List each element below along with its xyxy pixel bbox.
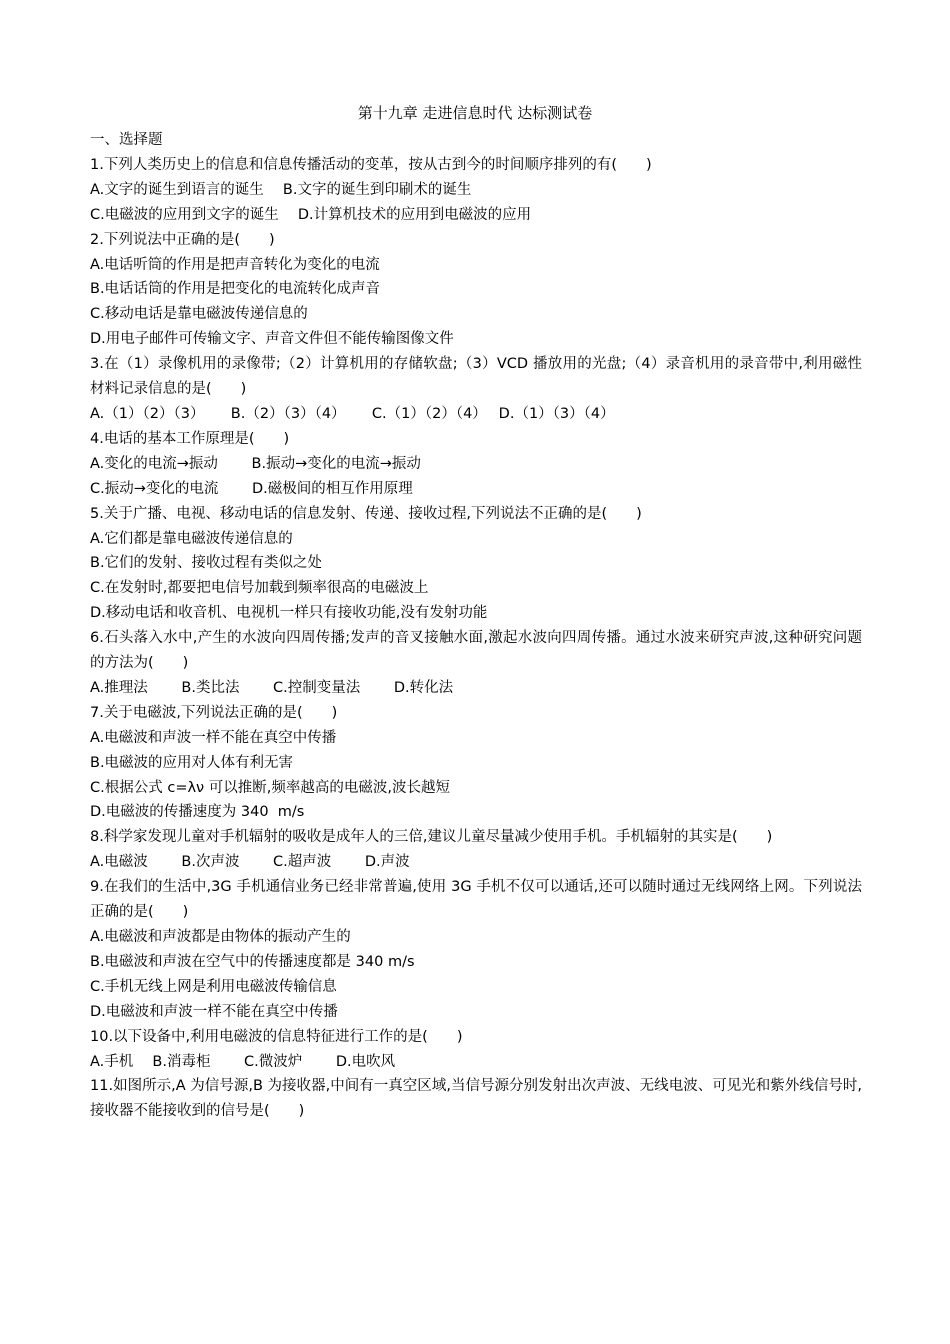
option-line: B.电话话筒的作用是把变化的电流转化成声音 xyxy=(90,281,381,298)
option-line: A.电磁波 B.次声波 C.超声波 D.声波 xyxy=(90,854,410,871)
question-5: 5.关于广播、电视、移动电话的信息发射、传递、接收过程,下列说法不正确的是( ) xyxy=(90,505,642,522)
option-line: C.电磁波的应用到文字的诞生 D.计算机技术的应用到电磁波的应用 xyxy=(90,206,532,223)
option-line: A.（1）（2）（3） B.（2）（3）（4） C.（1）（2）（4） D.（1）（3）（4） xyxy=(90,405,615,422)
question-6: 6.石头落入水中,产生的水波向四周传播;发声的音叉接触水面,激起水波向四周传播。通过水波来研究声波,这种研究问题的方法为( ) xyxy=(90,630,862,672)
question-8: 8.科学家发现儿童对手机辐射的吸收是成年人的三倍,建议儿童尽量减少使用手机。手机辐射的其实是( ) xyxy=(90,829,773,846)
option-line: A.变化的电流→振动 B.振动→变化的电流→振动 xyxy=(90,455,421,472)
option-line: B.它们的发射、接收过程有类似之处 xyxy=(90,555,323,572)
option-line: C.移动电话是靠电磁波传递信息的 xyxy=(90,306,308,323)
question-11: 11.如图所示,A 为信号源,B 为接收器,中间有一真空区域,当信号源分别发射出次声波、无线电波、可见光和紫外线信号时,接收器不能接收到的信号是( ) xyxy=(90,1078,862,1120)
question-9: 9.在我们的生活中,3G 手机通信业务已经非常普遍,使用 3G 手机不仅可以通话,还可以随时通过无线网络上网。下列说法正确的是( ) xyxy=(90,879,862,921)
question-10: 10.以下设备中,利用电磁波的信息特征进行工作的是( ) xyxy=(90,1028,463,1045)
option-line: D.移动电话和收音机、电视机一样只有接收功能,没有发射功能 xyxy=(90,605,488,622)
option-line: D.电磁波和声波一样不能在真空中传播 xyxy=(90,1003,338,1020)
option-line: A.推理法 B.类比法 C.控制变量法 D.转化法 xyxy=(90,679,454,696)
question-1: 1.下列人类历史上的信息和信息传播活动的变革，按从古到今的时间顺序排列的有( ) xyxy=(90,156,652,173)
option-line: A.文字的诞生到语言的诞生 B.文字的诞生到印刷术的诞生 xyxy=(90,181,472,198)
option-line: D.电磁波的传播速度为 340 m/s xyxy=(90,804,305,821)
option-line: A.电话听筒的作用是把声音转化为变化的电流 xyxy=(90,256,380,273)
option-line: C.手机无线上网是利用电磁波传输信息 xyxy=(90,978,337,995)
document-body xyxy=(90,128,862,1124)
option-line: A.手机 B.消毒柜 C.微波炉 D.电吹风 xyxy=(90,1053,396,1070)
option-line: C.振动→变化的电流 D.磁极间的相互作用原理 xyxy=(90,480,413,497)
option-line: C.根据公式 c=λν 可以推断,频率越高的电磁波,波长越短 xyxy=(90,779,450,796)
option-line: B.电磁波的应用对人体有利无害 xyxy=(90,754,294,771)
option-line: A.它们都是靠电磁波传递信息的 xyxy=(90,530,293,547)
question-2: 2.下列说法中正确的是( ) xyxy=(90,231,275,248)
question-7: 7.关于电磁波,下列说法正确的是( ) xyxy=(90,704,338,721)
question-3: 3.在（1）录像机用的录像带;（2）计算机用的存储软盘;（3）VCD 播放用的光盘;（4）录音机用的录音带中,利用磁性材料记录信息的是( ) xyxy=(90,356,862,398)
option-line: B.电磁波和声波在空气中的传播速度都是 340 m/s xyxy=(90,953,415,970)
option-line: C.在发射时,都要把电信号加载到频率很高的电磁波上 xyxy=(90,580,429,597)
page-title: 第十九章 走进信息时代 达标测试卷 xyxy=(357,104,593,122)
option-line: A.电磁波和声波都是由物体的振动产生的 xyxy=(90,929,351,945)
option-line: A.电磁波和声波一样不能在真空中传播 xyxy=(90,729,337,746)
section-heading: 一、选择题 xyxy=(90,132,163,148)
option-line: D.用电子邮件可传输文字、声音文件但不能传输图像文件 xyxy=(90,331,454,348)
question-4: 4.电话的基本工作原理是( ) xyxy=(90,430,290,447)
